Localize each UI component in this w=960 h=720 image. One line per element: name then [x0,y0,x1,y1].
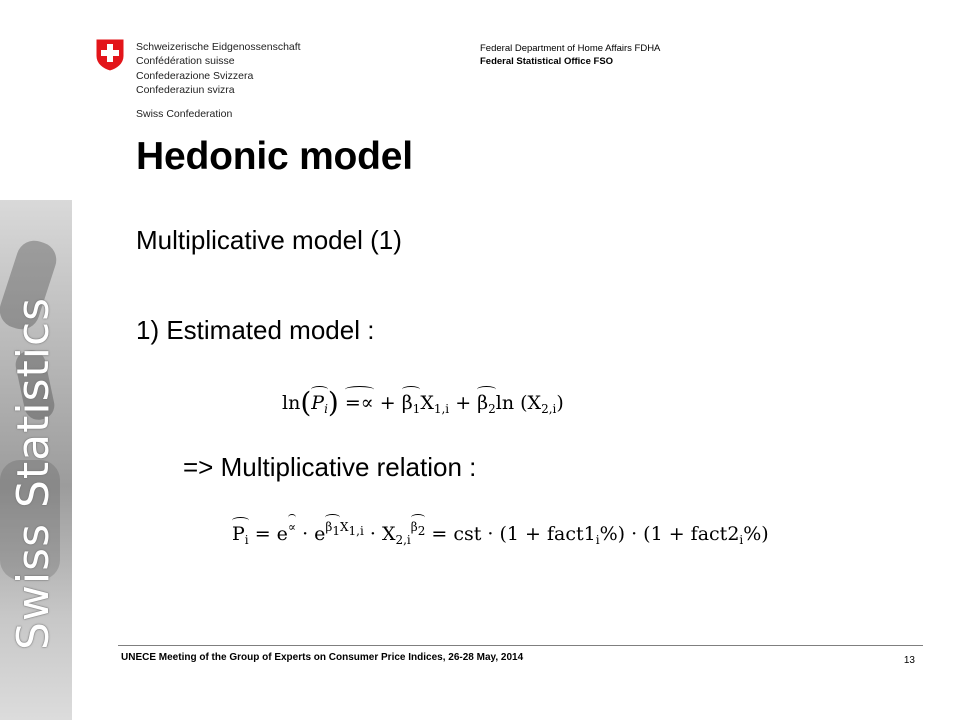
relation-heading: => Multiplicative relation : [183,452,477,482]
ln-symbol: ln [282,392,301,414]
swiss-statistics-label: Swiss Statistics [8,296,59,650]
confederation-names [136,40,301,97]
p-hat: $P_i$ [232,523,249,547]
x2-power: · X [369,523,396,545]
page-number: 13 [903,655,915,666]
name-it: Confederazione Svizzera [136,69,254,82]
multiplicative-relation-equation: $P_i = e^\propto \cdot e^{\beta_1X_{1,i}} \cdot X_{2,i}^{\beta_2}$ = cst · $(1 + fact1_i\%) \cdot (1$ + $fact2_i\%$) [232,520,769,547]
plus-sign: + [379,392,396,414]
swiss-confederation-label: Swiss Confederation [136,108,233,120]
side-photo-strip [0,200,72,720]
estimated-model-equation: $\ln(P_i)$ =∝ + $\beta_1X_{1,i} + \beta_2\ln$ $(X_{2,i})$ [282,386,564,419]
rhs-term: = cst · (1 + fact1 [431,523,596,545]
office-name: Federal Statistical Office FSO [480,55,614,67]
p-hat: $P_i$ [311,392,328,416]
ln-x2-term: ln (X [495,392,542,414]
slide-title: Hedonic model [136,135,413,178]
footer-rule [118,645,923,646]
exp-beta1: · e [302,523,326,545]
name-de: Schweizerische Eidgenossenschaft [136,41,301,53]
footer-text: UNECE Meeting of the Group of Experts on Consumer Price Indices, 26-28 May, 2014 [121,652,524,663]
department-block [480,43,660,68]
plus-sign: + [455,392,472,414]
x1-variable: X [420,392,434,414]
beta2-hat: $\beta_2$ [477,392,496,416]
department-name: Federal Department of Home Affairs FDHA [480,43,661,54]
beta1-hat: $\beta_1$ [401,392,421,416]
step-heading: 1) Estimated model : [136,315,375,345]
name-rm: Confederaziun svizra [136,83,235,96]
slide-subtitle: Multiplicative model (1) [136,225,402,255]
exp-alpha: = e [254,523,288,545]
swiss-coat-of-arms-icon [95,38,125,72]
name-fr: Confédération suisse [136,55,235,68]
alpha-term: =∝ [344,392,374,414]
